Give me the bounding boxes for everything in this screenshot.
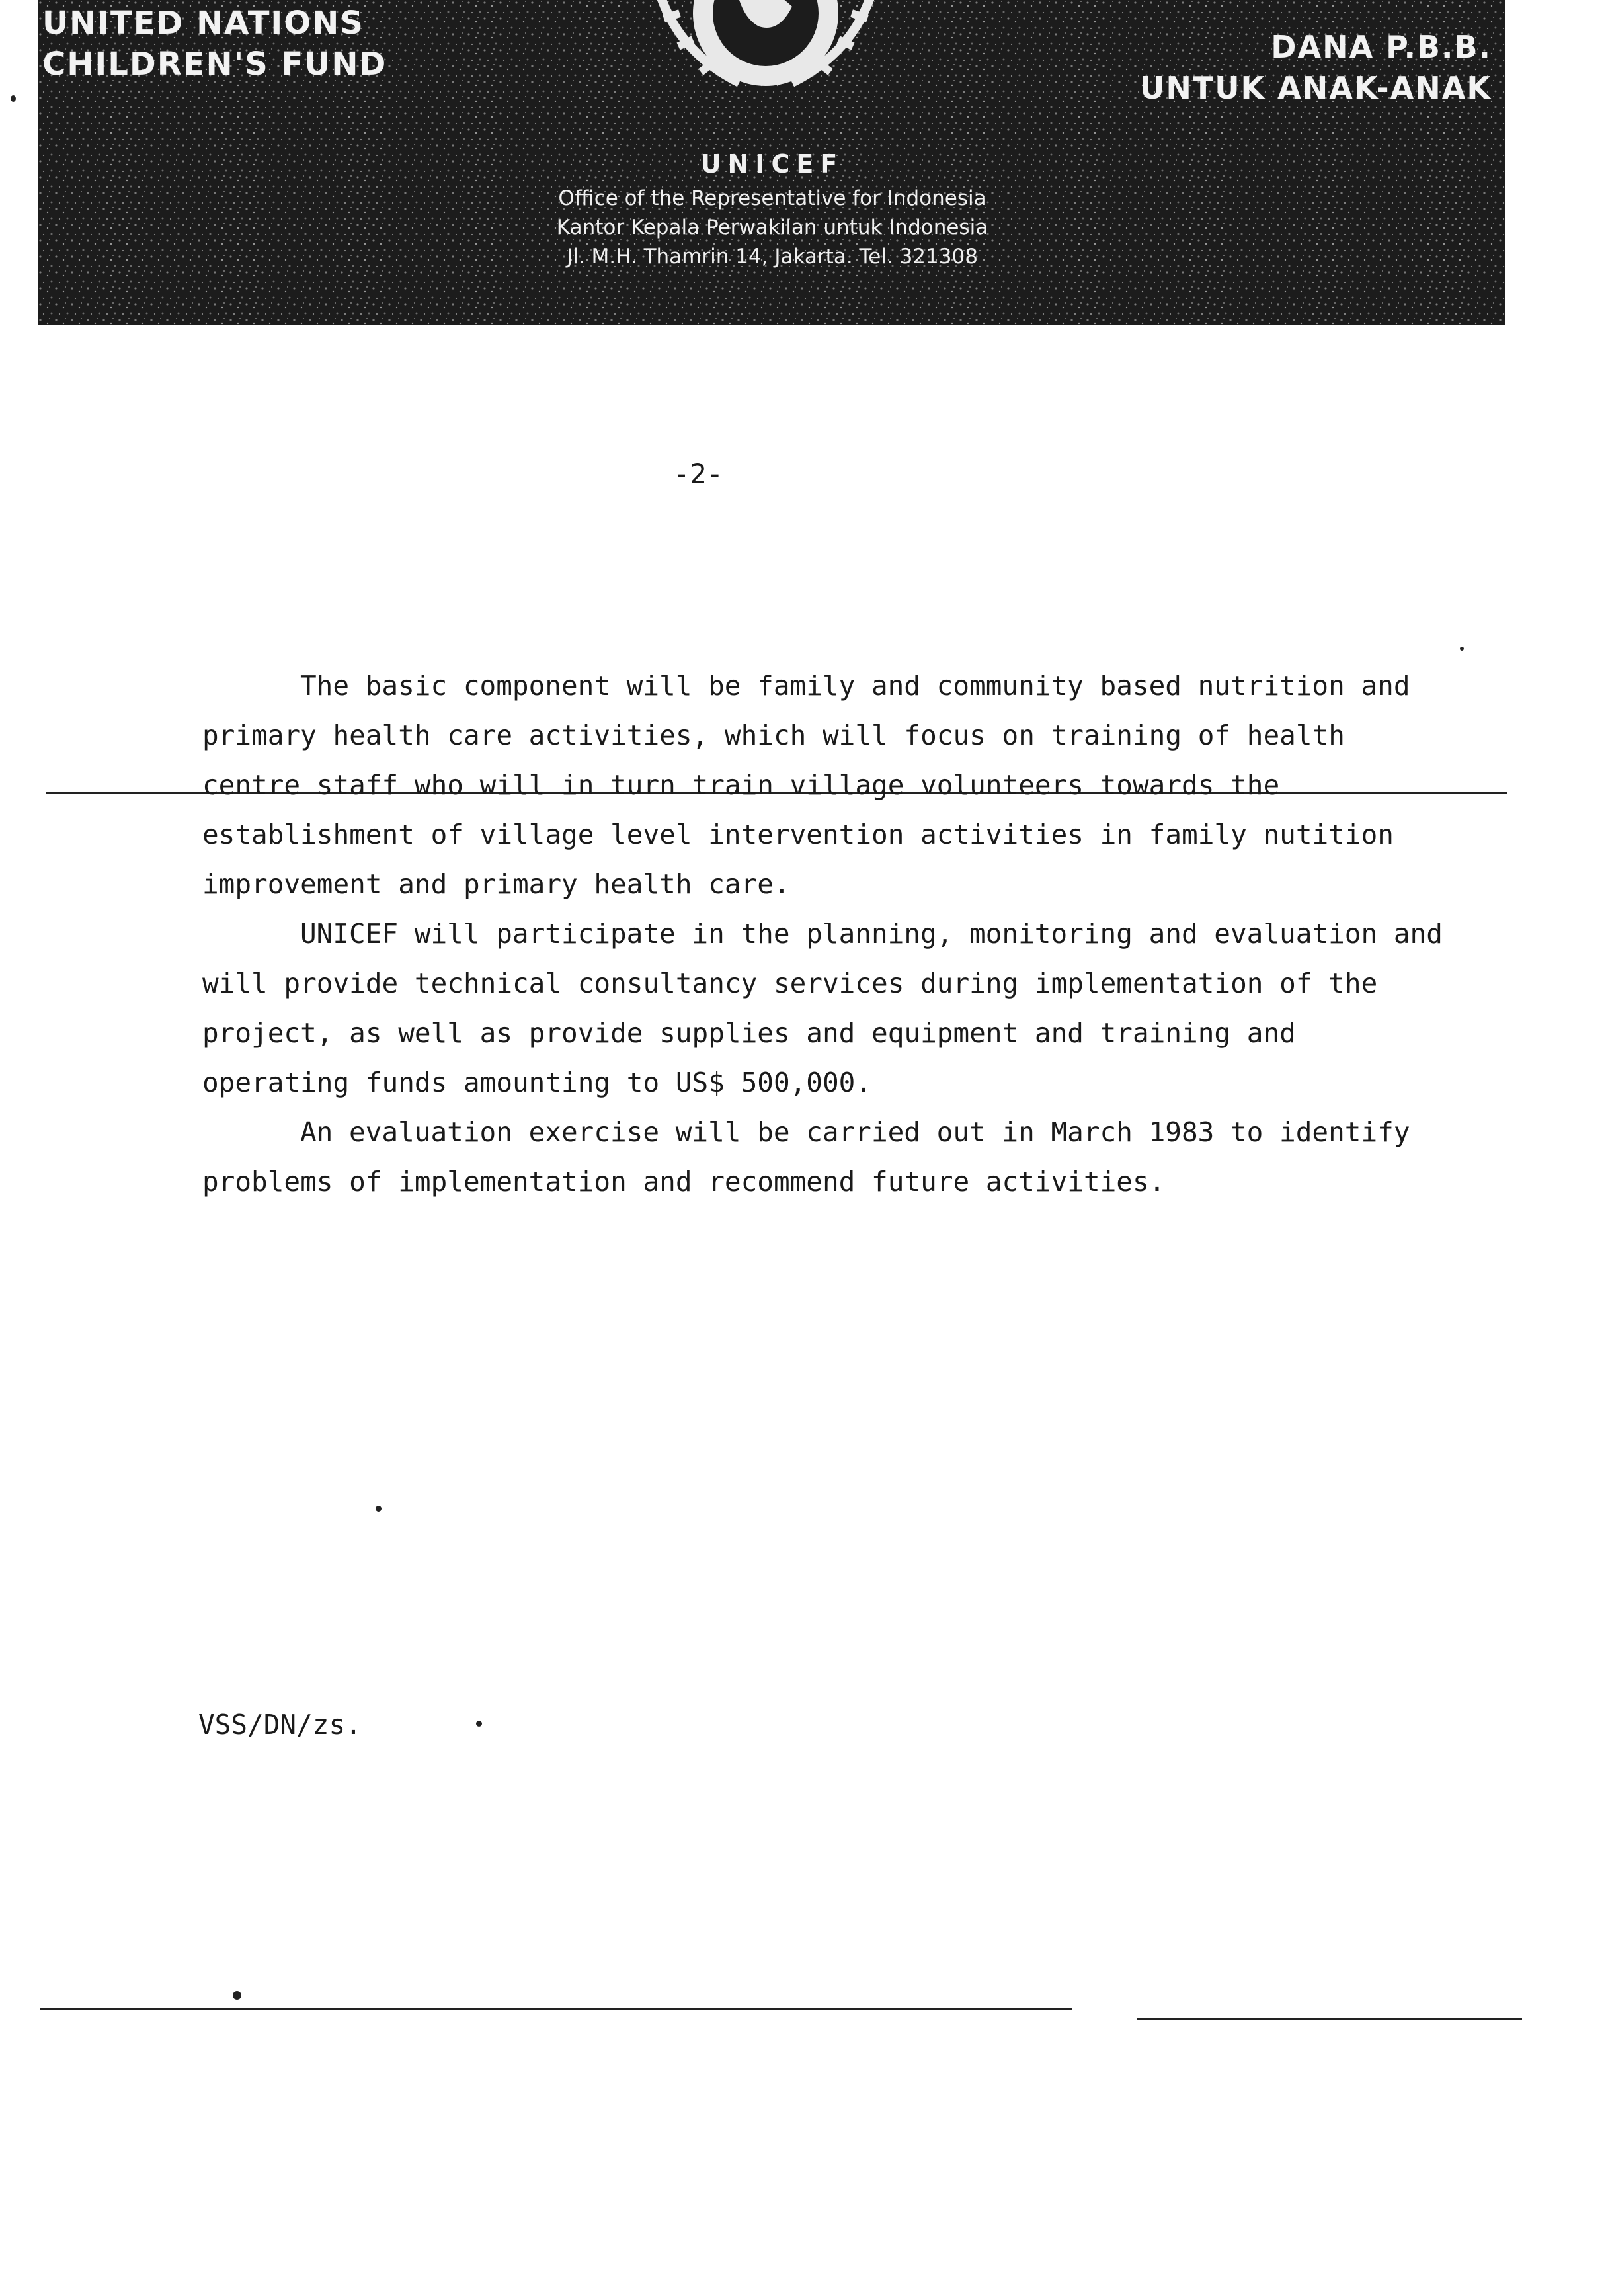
scan-speck: [11, 95, 16, 102]
footer-rule-left: [40, 2008, 1072, 2010]
paragraph-unicef-participation: UNICEF will participate in the planning, monitoring and evaluation and will provide technical consultancy services during implementation of the project, as well as provide supplies and equipment and training and operating funds amounting to US$ 500,000.: [202, 918, 1443, 1098]
letterhead-address-line2: Kantor Kepala Perwakilan untuk Indonesia: [556, 216, 988, 239]
paragraph-basic-component: The basic component will be family and community based nutrition and primary health care activities, which will focus on training of health centre staff who will in turn train village volunteers towards the establishment of village level intervention activities in family nutition improvement and primary health care.: [202, 670, 1410, 900]
letterhead-org-name: UNICEF: [700, 149, 844, 179]
scan-speck: [1460, 647, 1464, 651]
letter-body: [202, 661, 1459, 1207]
footer-rule-right: [1137, 2018, 1522, 2020]
letterhead-address-line1: Office of the Representative for Indonesia: [558, 186, 986, 210]
letterhead-right-line2: UNTUK ANAK-ANAK: [1139, 70, 1492, 106]
letterhead-left-line2: CHILDREN'S FUND: [42, 46, 387, 83]
letterhead-office-block: [409, 144, 1136, 271]
letterhead: [38, 0, 1505, 325]
letterhead-left-line1: UNITED NATIONS: [42, 5, 364, 42]
letterhead-address-line3: Jl. M.H. Thamrin 14, Jakarta. Tel. 321308: [567, 245, 978, 268]
letterhead-english-name: [42, 3, 387, 85]
page-number: -2-: [673, 458, 723, 490]
paragraph-evaluation: An evaluation exercise will be carried out in March 1983 to identify problems of implementation and recommend future activities.: [202, 1116, 1410, 1198]
letterhead-indonesian-name: [1140, 26, 1492, 108]
reference-initials: VSS/DN/zs.: [198, 1709, 362, 1741]
letterhead-right-line1: DANA P.B.B.: [1271, 29, 1492, 65]
scan-speck: [233, 1991, 241, 2000]
scan-speck: [476, 1721, 482, 1727]
scan-speck: [376, 1506, 382, 1512]
un-emblem-icon: [607, 0, 924, 139]
